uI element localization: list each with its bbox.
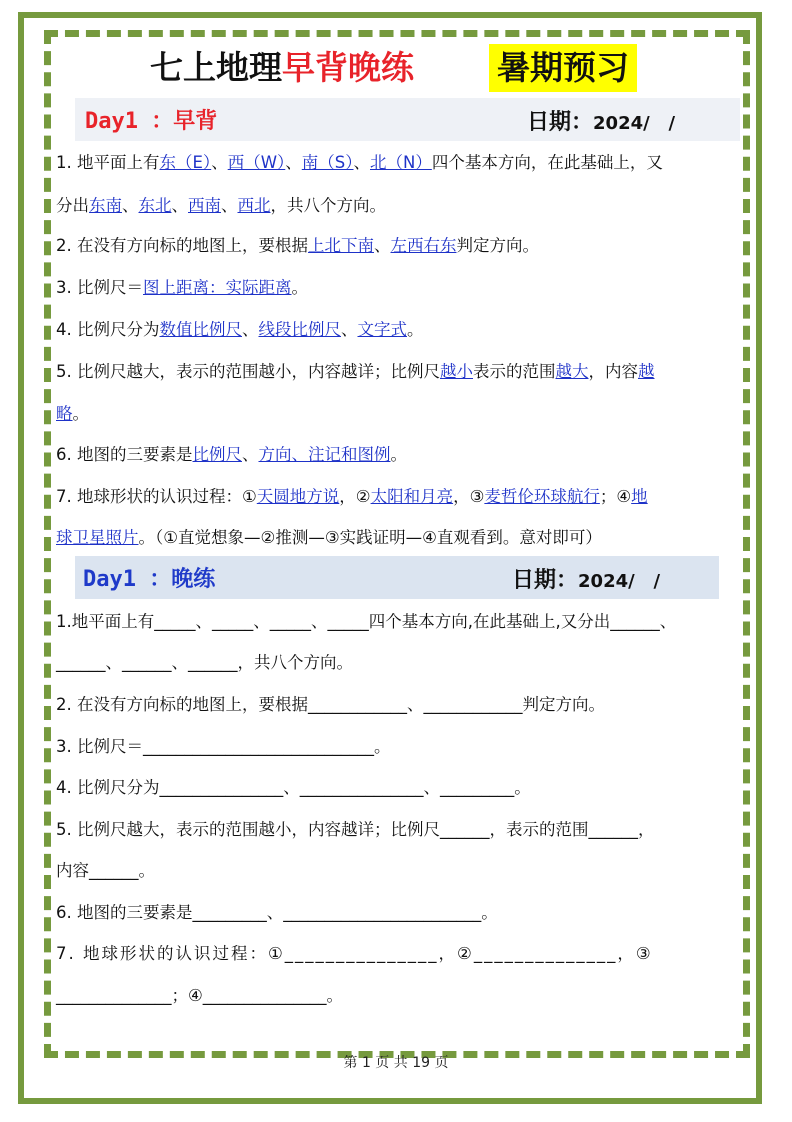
morning-date: 日期：2024/ / [527,110,676,135]
evening-line-3: 2. 在没有方向标的地图上，要根据____________、____________判定方向。 [56,695,605,714]
evening-line-5: 4. 比例尺分为_______________、_______________、_________。 [56,778,531,797]
morning-header [75,98,740,141]
page-footer: 第 1 页 共 19 页 [343,1055,449,1071]
page-title [150,48,414,88]
title-subject: 七上地理 [150,48,282,87]
evening-line-10: ______________；④_______________。 [56,986,344,1005]
morning-line-6: 5. 比例尺越大，表示的范围越小，内容越详；比例尺越小表示的范围越大，内容越 [56,362,655,381]
evening-line-2: ______、______、______，共八个方向。 [56,653,353,672]
morning-line-5: 4. 比例尺分为数值比例尺、线段比例尺、文字式。 [56,320,424,339]
morning-line-8: 6. 地图的三要素是比例尺、方向、注记和图例。 [56,445,407,464]
evening-line-6: 5. 比例尺越大，表示的范围越小，内容越详；比例尺______，表示的范围______， [56,820,655,839]
morning-line-3: 2. 在没有方向标的地图上，要根据上北下南、左西右东判定方向。 [56,236,539,255]
evening-line-1: 1.地平面上有_____、_____、_____、_____四个基本方向,在此基础上,又分出______、 [56,612,677,631]
morning-line-1: 1. 地平面上有东（E）、西（W）、南（S）、北（N）四个基本方向，在此基础上，又 [56,153,663,172]
morning-day-label: Day1 ：早背 [85,109,218,134]
evening-line-4: 3. 比例尺＝____________________________。 [56,737,391,756]
morning-line-2: 分出东南、东北、西南、西北，共八个方向。 [56,196,386,215]
evening-day-label: Day1 ：晚练 [83,567,216,592]
morning-line-9: 7. 地球形状的认识过程：①天圆地方说，②太阳和月亮，③麦哲伦环球航行；④地 [56,487,648,506]
evening-header [75,556,719,599]
evening-line-9: 7. 地球形状的认识过程：①_______________，②______________，③ [56,944,653,963]
morning-line-4: 3. 比例尺＝图上距离：实际距离。 [56,278,308,297]
evening-date: 日期：2024/ / [512,568,661,593]
title-badge: 暑期预习 [489,44,637,92]
title-highlight: 早背晚练 [282,48,414,87]
evening-line-7: 内容______。 [56,861,155,880]
morning-line-7: 略。 [56,404,89,423]
morning-line-10: 球卫星照片。（①直觉想象—②推测—③实践证明—④直观看到。意对即可） [56,528,602,547]
evening-line-8: 6. 地图的三要素是_________、________________________。 [56,903,498,922]
